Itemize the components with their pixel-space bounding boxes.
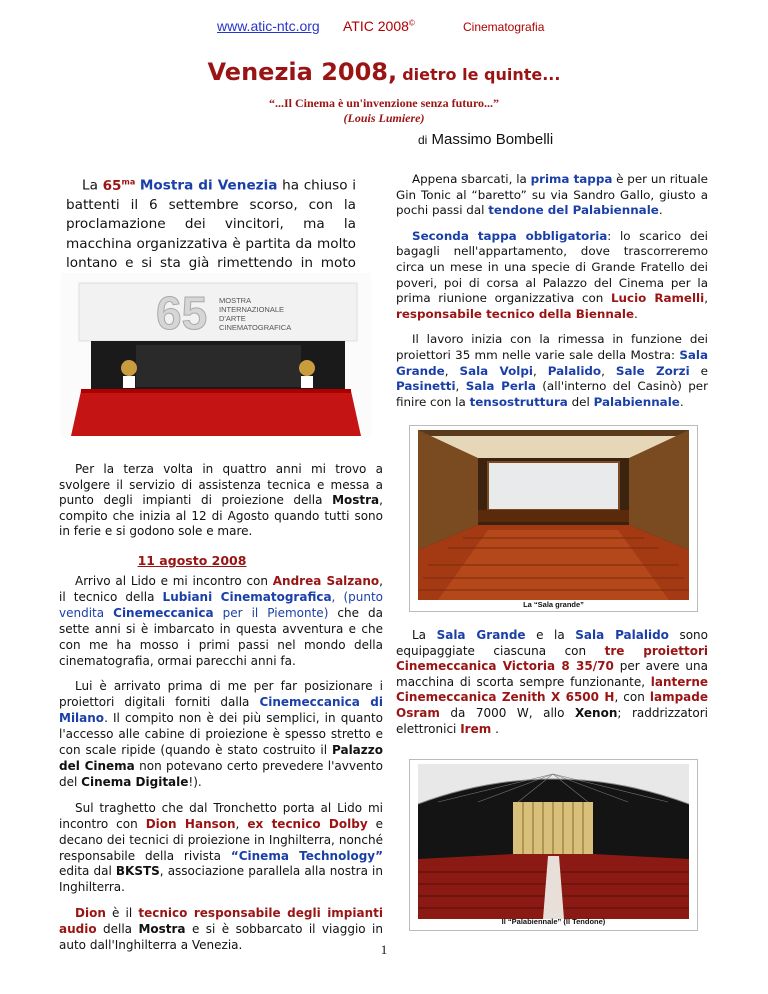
t: per il Piemonte)	[213, 605, 329, 620]
t: Palalido	[547, 363, 602, 378]
t: Sul traghetto che dal Tronchetto porta al Lido mi incontro con	[59, 800, 383, 831]
header-atic	[343, 18, 415, 34]
t: Appena sbarcati, la	[412, 172, 531, 186]
poster-line-3: D'ARTE	[219, 314, 246, 323]
t: La	[82, 177, 103, 194]
byline	[418, 131, 553, 148]
t: ,	[704, 291, 708, 306]
right-body	[396, 172, 708, 410]
header-atic-text: ATIC 2008	[343, 18, 409, 34]
caption-sala-grande: La “Sala grande”	[523, 600, 584, 609]
t: lampade Osram	[396, 690, 708, 720]
t: Lubiani Cinematografica	[162, 589, 332, 604]
t: Per la terza volta in quattro anni mi trovo a svolgere il servizio di assistenza tecnica e messa a punto degli impianti di proiezione della	[59, 462, 383, 508]
article-title	[0, 58, 768, 86]
paragraph-dion	[59, 801, 383, 896]
t: .	[658, 203, 663, 218]
paragraph-seconda-tappa	[396, 229, 708, 323]
site-link[interactable]: www.atic-ntc.org	[217, 18, 320, 34]
title-main: Venezia 2008,	[207, 58, 398, 86]
t: Sala Grande	[436, 628, 526, 642]
t: . Il compito non è dei più semplici, in quanto l'accesso alle cabine di proiezione è spesso stretto e con scale ripide (quando è stato costruito il	[59, 711, 383, 758]
t: della	[96, 922, 139, 937]
t: .	[491, 721, 499, 736]
t: Cinema Digitale	[81, 774, 189, 789]
t: , con	[614, 690, 650, 705]
poster-line-2: INTERNAZIONALE	[219, 305, 285, 314]
quote-text: “...Il Cinema è un'invenzione senza futuro...”	[268, 96, 500, 110]
t: Seconda tappa obbligatoria	[412, 228, 608, 243]
t: del	[567, 394, 594, 409]
page-number: 1	[380, 942, 388, 957]
mostra-entrance-image	[61, 273, 371, 436]
t: e la	[525, 628, 576, 642]
t: sono equipaggiate ciascuna con	[396, 628, 708, 658]
t: Cinemeccanica	[113, 605, 214, 620]
t: Il lavoro inizia con la rimessa in funzione dei proiettori 35 mm nelle varie sale della Mostra:	[396, 332, 708, 362]
t: Arrivo al Lido e mi incontro con	[75, 574, 273, 588]
t: è il	[105, 906, 139, 921]
sala-grande-photo-frame	[409, 425, 698, 612]
palabiennale-photo-frame	[409, 759, 698, 931]
byline-di: di	[418, 133, 428, 147]
t: : lo scarico dei bagagli nell'appartamento, dove trascorreremo circa un mese in una specie di Grande Fratello dei poveri, poi di corsa al Palazzo del Cinema per la prima riunione organizzativa con	[396, 228, 708, 306]
title-sub: dietro le quinte...	[402, 65, 561, 84]
paragraph-sale	[396, 332, 708, 410]
left-body	[59, 574, 383, 954]
t: ,	[235, 816, 248, 831]
t: Sala Perla	[465, 379, 536, 394]
t: per avere una macchina di scorta sempre funzionante,	[396, 659, 708, 689]
t: lanterne Cinemeccanica Zenith X 6500 H	[396, 674, 708, 705]
edition-number	[103, 178, 136, 194]
mostra-name: Mostra di Venezia	[139, 177, 278, 194]
t: BKSTS	[115, 864, 160, 879]
t: tendone del Palabiennale	[488, 203, 659, 218]
t: .	[634, 306, 638, 321]
t: ,	[455, 379, 466, 394]
t: e decano dei tecnici di proiezione in Inghilterra, nonché responsabile della rivista	[59, 816, 384, 863]
t: 65	[102, 177, 122, 194]
t: tecnico responsabile degli impianti audio	[59, 906, 383, 937]
t: (all'interno del Casinò) per finire con la	[396, 379, 709, 409]
copyright-mark: ©	[408, 18, 415, 28]
t: Palabiennale	[593, 394, 680, 409]
mostra-poster-photo	[61, 273, 371, 436]
date-heading: 11 agosto 2008	[137, 553, 247, 568]
t: !).	[188, 774, 202, 789]
paragraph-prima-tappa	[396, 172, 708, 219]
t: Xenon	[574, 705, 618, 720]
t: ex tecnico Dolby	[247, 816, 368, 831]
t: che da sette anni si è imbarcato in questa avventura e che con me ha mosso i primi passi nel mondo della cinematografia, ormai parecchi anni fa.	[59, 605, 383, 668]
quote-author: (Louis Lumiere)	[343, 111, 425, 125]
t: e si è sobbarcato il viaggio in auto dall'Inghilterra a Venezia.	[59, 922, 383, 953]
t: Dion Hanson	[145, 816, 236, 831]
t: edita dal	[59, 864, 116, 879]
t: Sala Palalido	[575, 628, 669, 642]
t: tre proiettori Cinemeccanica Victoria 8 35/70	[396, 643, 708, 674]
t: Mostra	[332, 493, 380, 508]
caption-palabiennale: Il “Palabiennale” (Il Tendone)	[501, 917, 606, 926]
paragraph-terza-volta	[59, 462, 383, 540]
t: prima tappa	[530, 172, 613, 186]
byline-author: Massimo Bombelli	[431, 131, 554, 148]
t: , il tecnico della	[59, 574, 383, 604]
t: ,	[444, 363, 460, 378]
t: ha chiuso i battenti il 6 settembre scorso, con la proclamazione dei vincitori, ma la macchina organizzativa è partita da molto lontano e si sta già rimettendo in moto	[66, 177, 357, 272]
palabiennale-image	[418, 764, 689, 919]
t: Mostra	[138, 922, 186, 937]
t: .	[679, 394, 684, 409]
t: Sala Volpi	[459, 363, 533, 378]
t: ma	[121, 177, 136, 186]
sala-grande-image	[418, 430, 689, 600]
t: Andrea Salzano	[272, 574, 380, 588]
t: Palazzo del Cinema	[59, 743, 383, 773]
t: Lui è arrivato prima di me per far posizionare i proiettori digitali forniti dalla	[59, 679, 383, 710]
paragraph-proiettori-digitali	[59, 679, 383, 790]
t: è per un rituale Gin Tonic al “baretto” su via Sandro Gallo, giusto a pochi passi dal	[396, 172, 708, 218]
t: La	[412, 628, 437, 642]
paragraph-equipaggiamento	[396, 628, 708, 737]
poster-number: 65	[156, 287, 208, 339]
t: Dion	[75, 906, 106, 921]
t: Irem	[460, 721, 492, 736]
t: tensostruttura	[469, 394, 568, 409]
poster-line-1: MOSTRA	[219, 296, 252, 305]
t: ; raddrizzatori elettronici	[396, 705, 708, 736]
t: Sala Grande	[396, 347, 708, 378]
t: Lucio Ramelli	[610, 291, 705, 306]
t: responsabile tecnico della Biennale	[396, 306, 635, 321]
t: ,	[601, 363, 616, 378]
t: e	[689, 363, 708, 378]
t: “Cinema Technology”	[230, 848, 383, 863]
t: , compito che inizia al 12 di Agosto quando tutti sono in ferie e si godono sole e mare.	[59, 493, 383, 539]
header-section: Cinematografia	[463, 20, 545, 34]
poster-line-4: CINEMATOGRAFICA	[219, 323, 292, 332]
paragraph-salzano	[59, 574, 383, 669]
t: Sale Zorzi	[615, 363, 690, 378]
t: Pasinetti	[396, 379, 456, 394]
t: Cinemeccanica di Milano	[59, 695, 383, 726]
t: , associazione parallela alla nostra in Inghilterra.	[59, 864, 383, 895]
t: ,	[532, 363, 548, 378]
t: da 7000 W, allo	[439, 705, 575, 720]
t: non potevano certo prevedere l'avvento del	[59, 758, 383, 789]
t: , (punto vendita	[59, 589, 384, 620]
